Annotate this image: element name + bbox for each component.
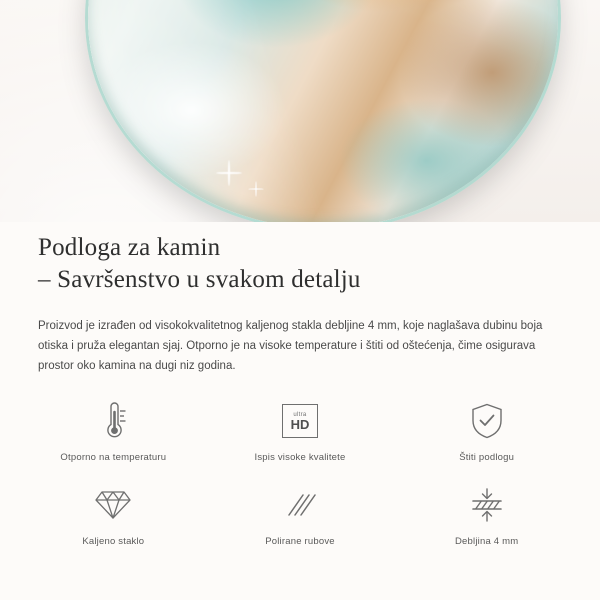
feature-item-temperature xyxy=(20,398,207,464)
ultra-hd-icon xyxy=(282,398,318,444)
hero-image xyxy=(0,0,600,222)
feature-item-print-quality xyxy=(207,398,394,464)
feature-item-polished-edges xyxy=(207,482,394,548)
thermometer-icon xyxy=(96,398,130,444)
feature-item-tempered-glass xyxy=(20,482,207,548)
description-paragraph: Proizvod je izrađen od visokokvalitetnog kaljenog stakla debljine 4 mm, koje naglašava dubinu boja otiska i pruža elegantan sjaj. Otporno je na visoke temperature i štiti od oštećenja, čime osigurava prostor oko kamina na dugi niz godina. xyxy=(38,320,543,372)
text-block xyxy=(38,232,566,376)
feature-label: Polirane rubove xyxy=(265,536,335,547)
feature-item-protection xyxy=(393,398,580,464)
page-title xyxy=(38,232,566,296)
feature-label: Ispis visoke kvalitete xyxy=(254,452,346,463)
feature-label: Štiti podlogu xyxy=(459,452,515,463)
polished-edges-icon xyxy=(282,482,318,528)
ultra-hd-top-text: ultra xyxy=(293,411,307,418)
headline-line-2: – Savršenstvo u svakom detalju xyxy=(38,266,361,293)
glass-board-image xyxy=(85,0,561,222)
feature-grid xyxy=(20,398,580,548)
feature-label: Kaljeno staklo xyxy=(82,536,145,547)
diamond-icon xyxy=(94,482,132,528)
feature-label: Otporno na temperaturu xyxy=(60,452,167,463)
feature-item-thickness xyxy=(393,482,580,548)
headline-line-1: Podloga za kamin xyxy=(38,234,221,261)
ultra-hd-main-text: HD xyxy=(290,416,310,432)
thickness-icon xyxy=(469,482,505,528)
feature-label: Debljina 4 mm xyxy=(455,536,519,547)
shield-check-icon xyxy=(469,398,505,444)
